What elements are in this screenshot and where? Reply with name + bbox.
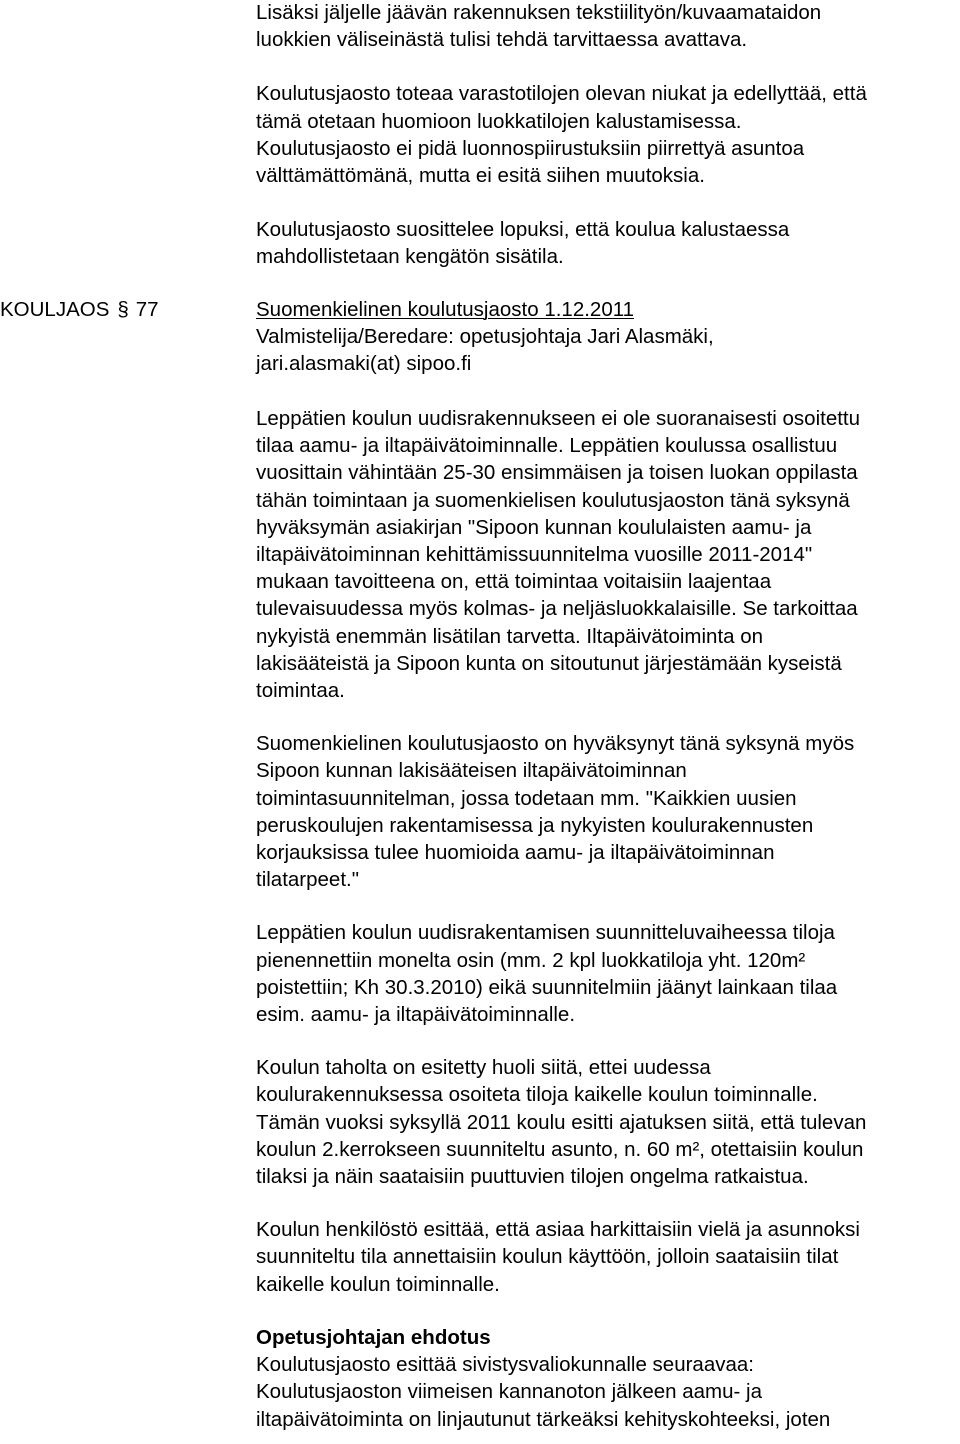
text-line: esim. aamu- ja iltapäivätoiminnalle. bbox=[256, 1003, 576, 1027]
text-line: pienennettiin monelta osin (mm. 2 kpl luokkatiloja yht. 120m² bbox=[256, 948, 806, 972]
text-line: Koulutusjaosto toteaa varastotilojen olevan niukat ja edellyttää, että bbox=[256, 82, 867, 106]
top-paragraphs bbox=[256, 0, 960, 271]
paragraph-afternoon-activity bbox=[256, 405, 960, 704]
text-line: Leppätien koulun uudisrakentamisen suunnitteluvaiheessa tiloja bbox=[256, 921, 835, 945]
main-body bbox=[256, 405, 960, 1433]
text-line: poistettiin; Kh 30.3.2010) eikä suunnitelmiin jäänyt lainkaan tilaa bbox=[256, 975, 838, 999]
paragraph-staff-proposal bbox=[256, 1216, 960, 1298]
paragraph-storage bbox=[256, 80, 960, 189]
text-line: nykyistä enemmän lisätilan tarvetta. Iltapäivätoiminta on bbox=[256, 624, 764, 648]
text-line: Koulun taholta on esitetty huoli siitä, ettei uudessa bbox=[256, 1056, 711, 1080]
text-line: mukaan tavoitteena on, että toimintaa voitaisiin laajentaa bbox=[256, 570, 772, 594]
text-line: peruskoulujen rakentamisessa ja nykyisten koulurakennusten bbox=[256, 813, 814, 837]
text-line: mahdollistetaan kengätön sisätila. bbox=[256, 245, 564, 269]
text-line: lakisääteistä ja Sipoon kunta on sitoutunut järjestämään kyseistä bbox=[256, 651, 842, 675]
text-line: toimintaa. bbox=[256, 679, 345, 703]
paragraph-school-concern bbox=[256, 1054, 960, 1190]
text-line: Koulutusjaosto ei pidä luonnospiirustuksiin piirrettyä asuntoa bbox=[256, 136, 805, 160]
text-line: Tämän vuoksi syksyllä 2011 koulu esitti ajatuksen siitä, että tulevan bbox=[256, 1110, 867, 1134]
text-line: Koulun henkilöstö esittää, että asiaa harkittaisiin vielä ja asunnoksi bbox=[256, 1218, 860, 1242]
text-line: toimintasuunnitelman, jossa todetaan mm. "Kaikkien uusien bbox=[256, 786, 797, 810]
section-label bbox=[0, 296, 159, 323]
proposal-heading: Opetusjohtajan ehdotus bbox=[256, 1325, 491, 1349]
text-line: luokkien väliseinästä tulisi tehdä tarvittaessa avattava. bbox=[256, 28, 748, 52]
text-line: iltapäivätoiminta on linjautunut tärkeäksi kehityskohteeksi, joten bbox=[256, 1407, 831, 1431]
paragraph-partition-wall bbox=[256, 0, 960, 53]
text-line: tämä otetaan huomioon luokkatilojen kalustamisessa. bbox=[256, 109, 742, 133]
section-committee-code: KOULJAOS bbox=[0, 298, 110, 321]
text-line: Koulutusjaosto suosittelee lopuksi, että koulua kalustaessa bbox=[256, 218, 790, 242]
paragraph-action-plan bbox=[256, 730, 960, 893]
meeting-title: Suomenkielinen koulutusjaosto 1.12.2011 bbox=[256, 298, 634, 321]
section-number: 77 bbox=[135, 298, 159, 321]
text-line: kaikelle koulun toiminnalle. bbox=[256, 1272, 500, 1296]
text-line: Sipoon kunnan lakisääteisen iltapäivätoiminnan bbox=[256, 759, 687, 783]
text-line: tilaa aamu- ja iltapäivätoiminnalle. Leppätien koulussa osallistuu bbox=[256, 434, 838, 458]
text-line: Lisäksi jäljelle jäävän rakennuksen tekstiilityön/kuvaamataidon bbox=[256, 1, 822, 24]
text-line: Koulutusjaosto esittää sivistysvaliokunnalle seuraavaa: bbox=[256, 1353, 754, 1377]
text-line: tilaksi ja näin saataisiin puuttuvien tilojen ongelma ratkaistua. bbox=[256, 1165, 809, 1189]
text-line: koulurakennuksessa osoiteta tiloja kaikelle koulun toiminnalle. bbox=[256, 1083, 818, 1107]
section-sign: § bbox=[117, 298, 129, 321]
text-line: vuosittain vähintään 25-30 ensimmäisen ja toisen luokan oppilasta bbox=[256, 461, 858, 485]
text-line: tähän toimintaan ja suomenkielisen koulutusjaoston tänä syksynä bbox=[256, 488, 850, 512]
text-line: hyväksymän asiakirjan "Sipoon kunnan koululaisten aamu- ja bbox=[256, 515, 812, 539]
paragraph-planning-phase bbox=[256, 919, 960, 1028]
section-header bbox=[256, 296, 960, 378]
proposal-section bbox=[256, 1324, 960, 1433]
section-header-lines bbox=[256, 296, 960, 378]
text-line: suunniteltu tila annettaisiin koulun käyttöön, jolloin saataisiin tilat bbox=[256, 1245, 839, 1269]
text-line: tulevaisuudessa myös kolmas- ja neljäsluokkalaisille. Se tarkoittaa bbox=[256, 597, 858, 621]
text-line: iltapäivätoiminnan kehittämissuunnitelma vuosille 2011-2014" bbox=[256, 543, 813, 567]
text-line: korjauksissa tulee huomioida aamu- ja iltapäivätoiminnan bbox=[256, 841, 775, 865]
paragraph-shoeless bbox=[256, 216, 960, 270]
text-line: Koulutusjaoston viimeisen kannanoton jälkeen aamu- ja bbox=[256, 1380, 762, 1404]
text-line: välttämättömänä, mutta ei esitä siihen muutoksia. bbox=[256, 164, 705, 188]
text-line: koulun 2.kerrokseen suunniteltu asunto, n. 60 m², otettaisiin koulun bbox=[256, 1137, 864, 1161]
text-line: Suomenkielinen koulutusjaosto on hyväksynyt tänä syksynä myös bbox=[256, 732, 855, 756]
text-line: Leppätien koulun uudisrakennukseen ei ole suoranaisesti osoitettu bbox=[256, 407, 861, 430]
preparer-email: jari.alasmaki(at) sipoo.fi bbox=[256, 352, 472, 376]
text-line: tilatarpeet." bbox=[256, 868, 360, 892]
preparer-line: Valmistelija/Beredare: opetusjohtaja Jari Alasmäki, bbox=[256, 325, 714, 349]
